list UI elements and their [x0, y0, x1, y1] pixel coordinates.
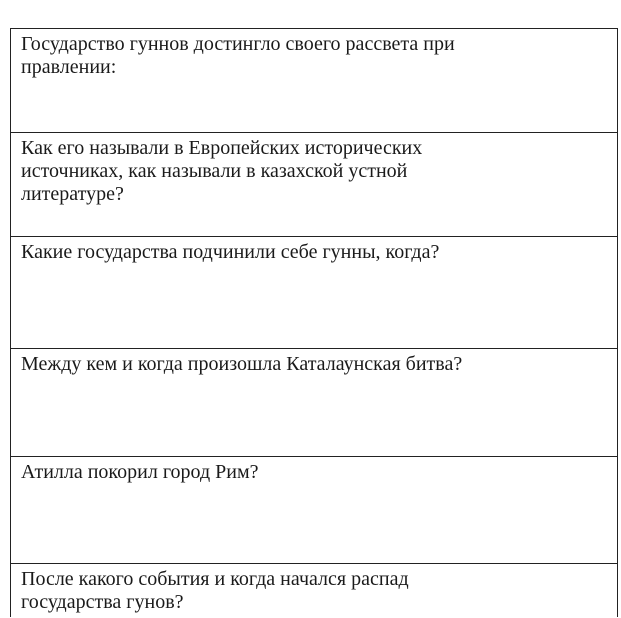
question-text: Атилла покорил город Рим?: [21, 461, 259, 483]
table-row: [11, 29, 617, 133]
question-text: Государство гуннов достингло своего рассвета при правлении:: [21, 33, 455, 78]
table-row: [11, 564, 617, 618]
table-row: [11, 457, 617, 564]
question-text: После какого события и когда начался распад государства гунов?: [21, 568, 409, 613]
table-row: [11, 349, 617, 457]
question-text: Какие государства подчинили себе гунны, когда?: [21, 241, 440, 263]
question-text: Как его называли в Европейских исторических источниках, как называли в казахской устной литературе?: [21, 137, 423, 205]
question-text: Между кем и когда произошла Каталаунская битва?: [21, 353, 463, 375]
table-row: [11, 237, 617, 349]
questions-table: [10, 28, 618, 617]
table-row: [11, 133, 617, 237]
